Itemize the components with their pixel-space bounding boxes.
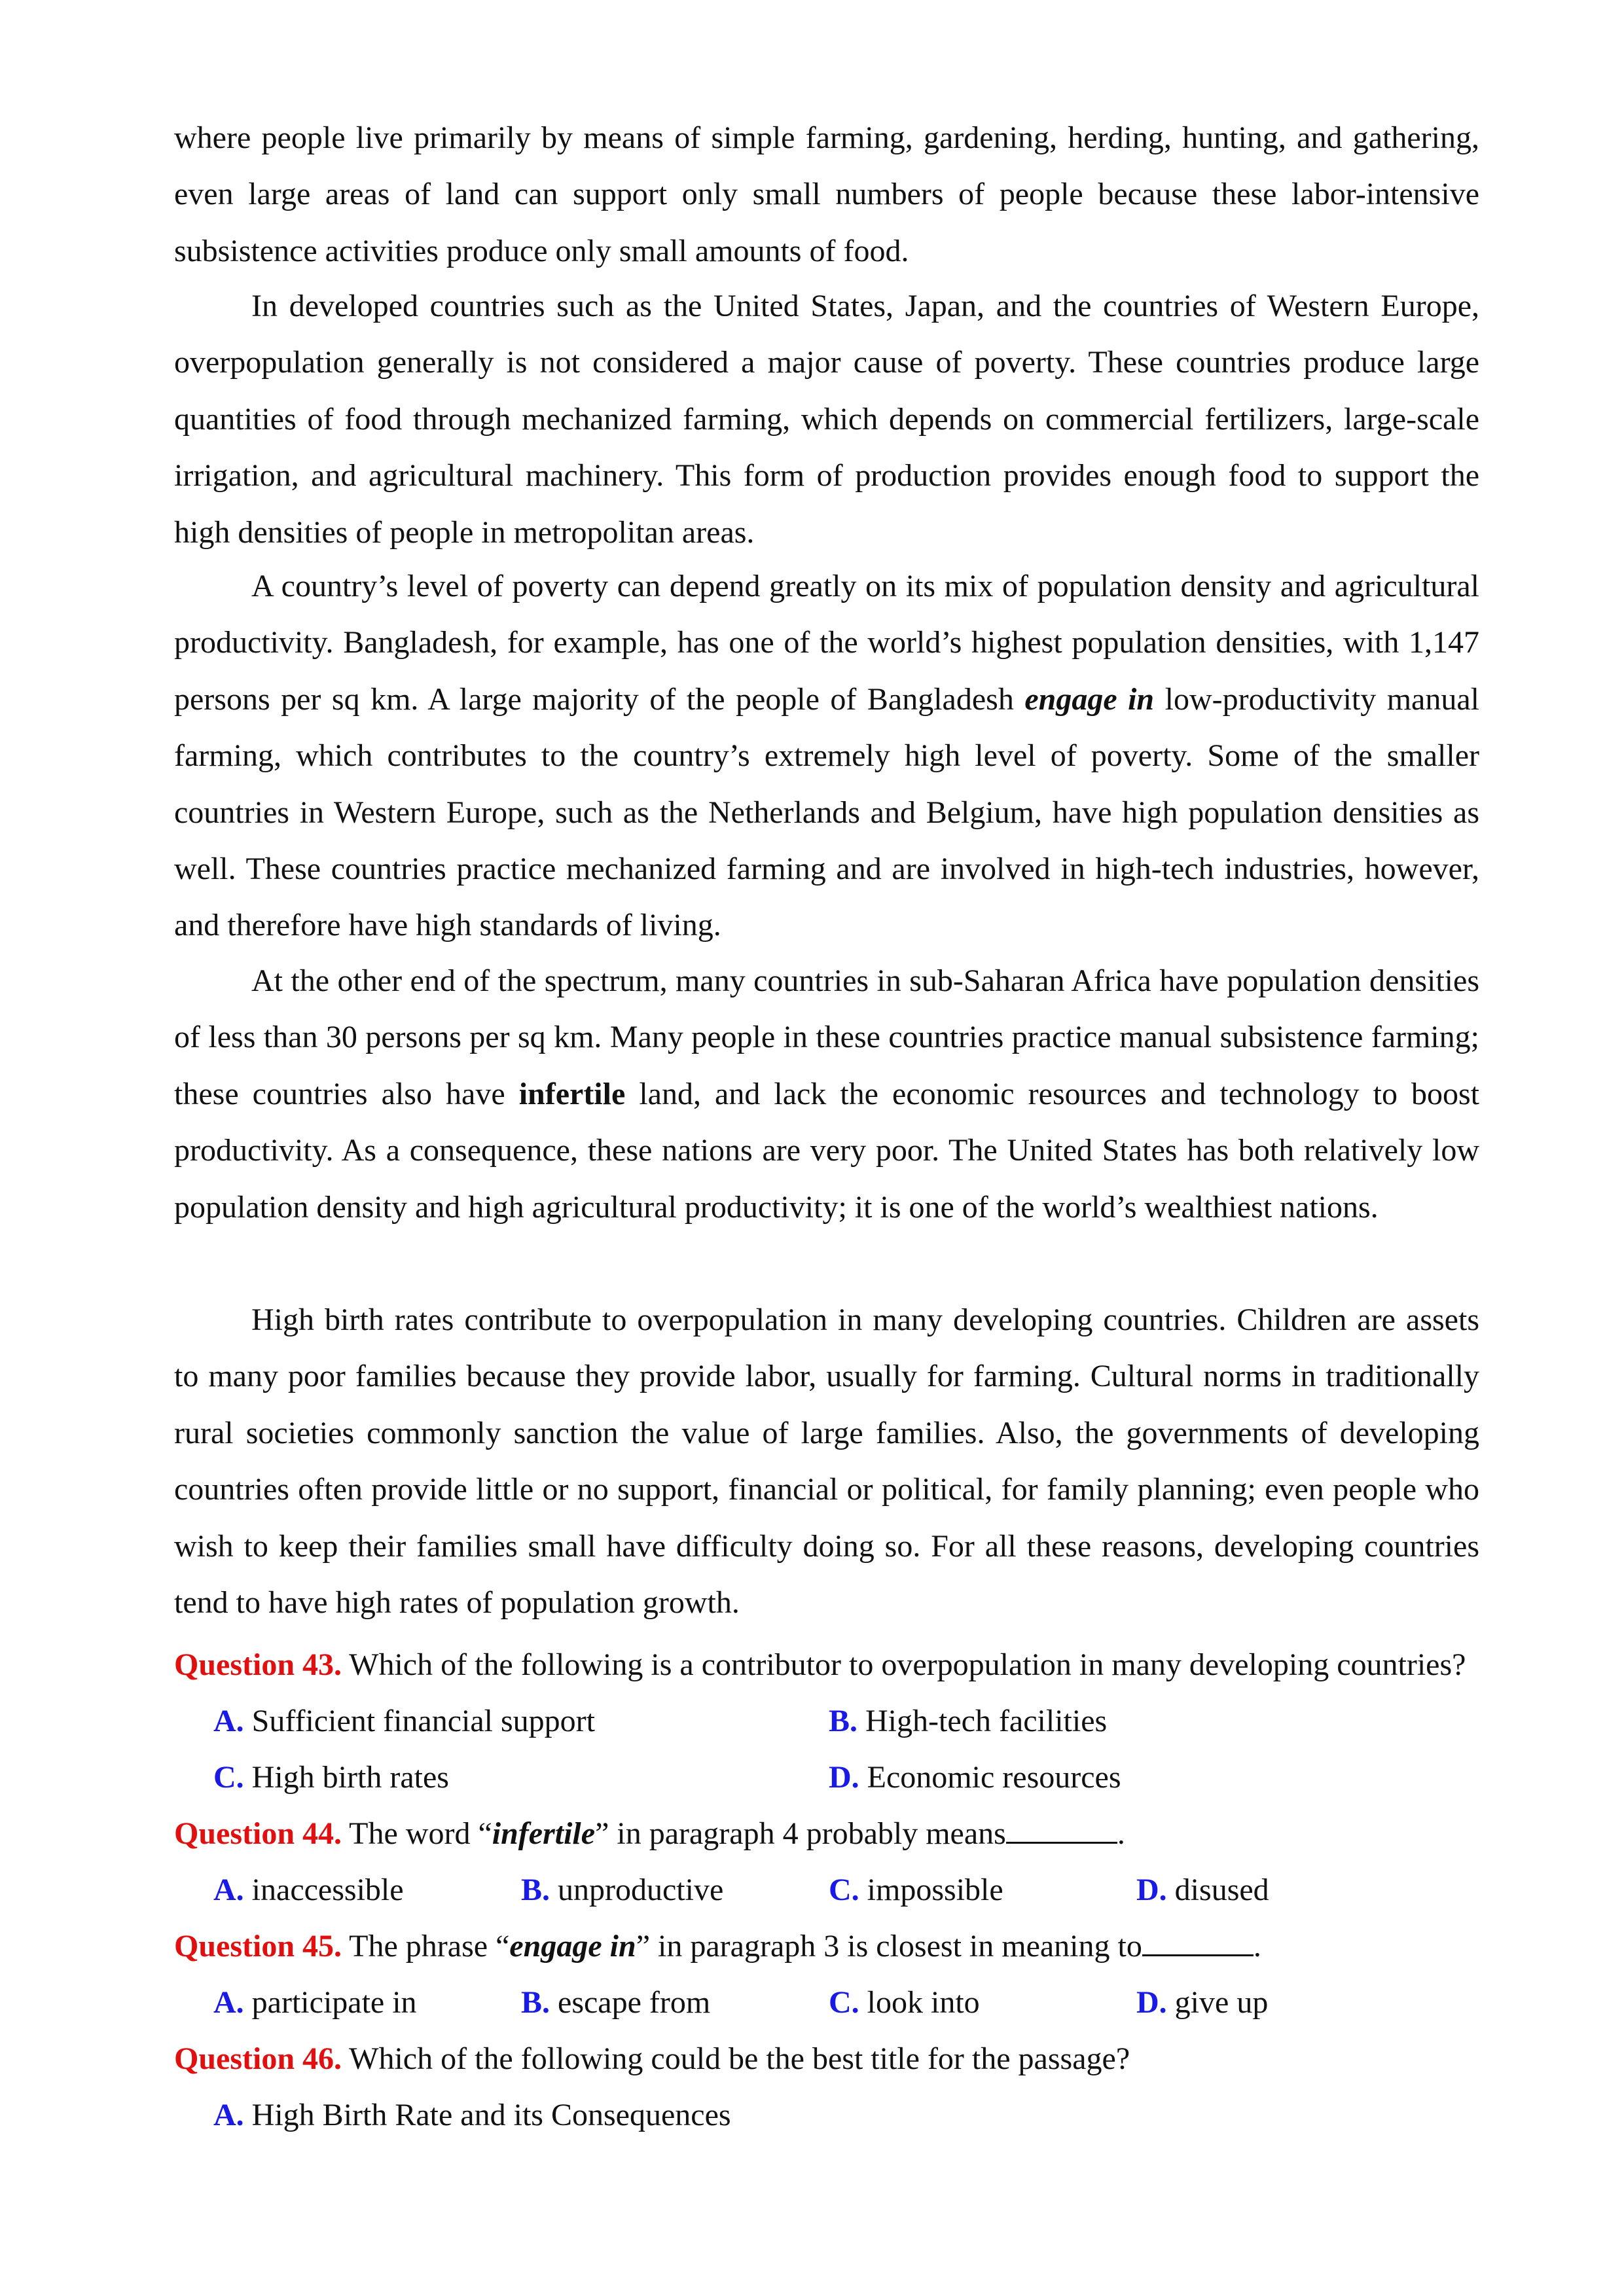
question-text: The phrase “ [342, 1929, 510, 1964]
answer-blank [1142, 1928, 1254, 1956]
paragraph-text: High birth rates contribute to overpopulation in many developing countries. Children are assets to many poor families because they provide labor, usually for farming. Cultural norms in traditionally rural societies commonly sanction the value of large families. Also, the governments of developing countries often provide little or no support, financial or political, for family planning; even people who wish to keep their families small have difficulty doing so. For all these reasons, developing countries tend to have high rates of population growth. [174, 1302, 1479, 1621]
option-letter: C. [213, 1760, 244, 1795]
option-43-d[interactable] [829, 1749, 1121, 1806]
option-43-a[interactable] [213, 1693, 595, 1749]
option-letter: A. [213, 1985, 244, 2020]
question-keyword: infertile [492, 1816, 596, 1851]
option-46-a[interactable] [213, 2087, 731, 2144]
question-text: The word “ [342, 1816, 492, 1851]
option-44-a[interactable] [213, 1862, 404, 1918]
question-text: Which of the following could be the best title for the passage? [342, 2041, 1130, 2076]
paragraph-text: low-productivity manual farming, which contributes to the country’s extremely high level of poverty. Some of the smaller countries in Western Europe, such as the Netherlands and Belgium, have high population densities as well. These countries practice mechanized farming and are involved in high-tech industries, however, and therefore have high standards of living. [174, 681, 1480, 943]
option-text: look into [859, 1985, 980, 2020]
question-45 [174, 1918, 1575, 1975]
paragraph-3 [174, 558, 1479, 954]
option-44-c[interactable] [829, 1862, 1003, 1918]
option-letter: A. [213, 1873, 244, 1907]
option-text: Sufficient financial support [244, 1704, 595, 1738]
paragraph-text: land, and lack the economic resources and technology to boost productivity. As a consequence, these nations are very poor. The United States has both relatively low population density and high agricultural productivity; it is one of the world’s wealthiest nations. [174, 1076, 1480, 1225]
option-44-d[interactable] [1136, 1862, 1269, 1918]
question-text: ” in paragraph 4 probably means [595, 1816, 1006, 1851]
question-number: Question 45. [174, 1929, 342, 1964]
option-letter: D. [829, 1760, 859, 1795]
option-text: escape from [550, 1985, 711, 2020]
option-letter: C. [829, 1873, 859, 1907]
option-letter: B. [829, 1704, 858, 1738]
answer-blank [1006, 1816, 1117, 1844]
option-letter: A. [213, 2098, 244, 2132]
paragraph-text: A country’s level of poverty can depend greatly on its mix of population density and agricultural productivity. Bangladesh, for example, has one of the world’s highest population densities, with 1,147 persons per sq km. A large majority of the people of Bangladesh [174, 569, 1479, 717]
option-45-a[interactable] [213, 1975, 417, 2031]
option-text: Economic resources [859, 1760, 1121, 1795]
option-45-c[interactable] [829, 1975, 980, 2031]
question-number: Question 43. [174, 1647, 342, 1682]
option-text: impossible [859, 1873, 1003, 1907]
paragraph-5 [174, 1292, 1479, 1631]
paragraph-2 [174, 278, 1479, 561]
option-text: High Birth Rate and its Consequences [244, 2098, 731, 2132]
option-text: give up [1166, 1985, 1269, 2020]
option-letter: D. [1136, 1873, 1167, 1907]
question-number: Question 44. [174, 1816, 342, 1851]
question-text: . [1117, 1816, 1125, 1851]
option-text: disused [1166, 1873, 1269, 1907]
option-45-b[interactable] [521, 1975, 710, 2031]
option-letter: B. [521, 1873, 550, 1907]
option-text: inaccessible [244, 1873, 404, 1907]
option-letter: A. [213, 1704, 244, 1738]
question-number: Question 46. [174, 2041, 342, 2076]
option-text: High birth rates [244, 1760, 449, 1795]
question-43 [174, 1637, 1575, 1693]
option-43-c[interactable] [213, 1749, 449, 1806]
option-text: participate in [244, 1985, 417, 2020]
question-text: ” in paragraph 3 is closest in meaning to [636, 1929, 1142, 1964]
paragraph-text: In developed countries such as the United States, Japan, and the countries of Western Europe, overpopulation generally is not considered a major cause of poverty. These countries produce large quantities of food through mechanized farming, which depends on commercial fertilizers, large-scale irrigation, and agricultural machinery. This form of production provides enough food to support the high densities of people in metropolitan areas. [174, 289, 1479, 550]
paragraph-continuation [174, 110, 1479, 279]
option-45-d[interactable] [1136, 1975, 1268, 2031]
highlighted-phrase: engage in [1024, 681, 1155, 717]
option-43-b[interactable] [829, 1693, 1107, 1749]
option-text: High-tech facilities [857, 1704, 1108, 1738]
paragraph-text: At the other end of the spectrum, many countries in sub-Saharan Africa have population densities of less than 30 persons per sq km. Many people in these countries practice manual subsistence farming; these countries also have [174, 963, 1479, 1111]
question-text: Which of the following is a contributor to overpopulation in many developing countries? [342, 1647, 1466, 1682]
option-letter: C. [829, 1985, 859, 2020]
option-44-b[interactable] [521, 1862, 723, 1918]
paragraph-4 [174, 953, 1479, 1236]
option-letter: D. [1136, 1985, 1167, 2020]
question-44 [174, 1806, 1575, 1862]
question-keyword: engage in [509, 1929, 636, 1964]
option-letter: B. [521, 1985, 550, 2020]
question-text: . [1253, 1929, 1261, 1964]
question-46 [174, 2031, 1575, 2087]
option-text: unproductive [550, 1873, 724, 1907]
highlighted-word: infertile [518, 1076, 626, 1111]
paragraph-text: where people live primarily by means of simple farming, gardening, herding, hunting, and gathering, even large areas of land can support only small numbers of people because these labor-intensive subsistence activities produce only small amounts of food. [174, 120, 1479, 268]
